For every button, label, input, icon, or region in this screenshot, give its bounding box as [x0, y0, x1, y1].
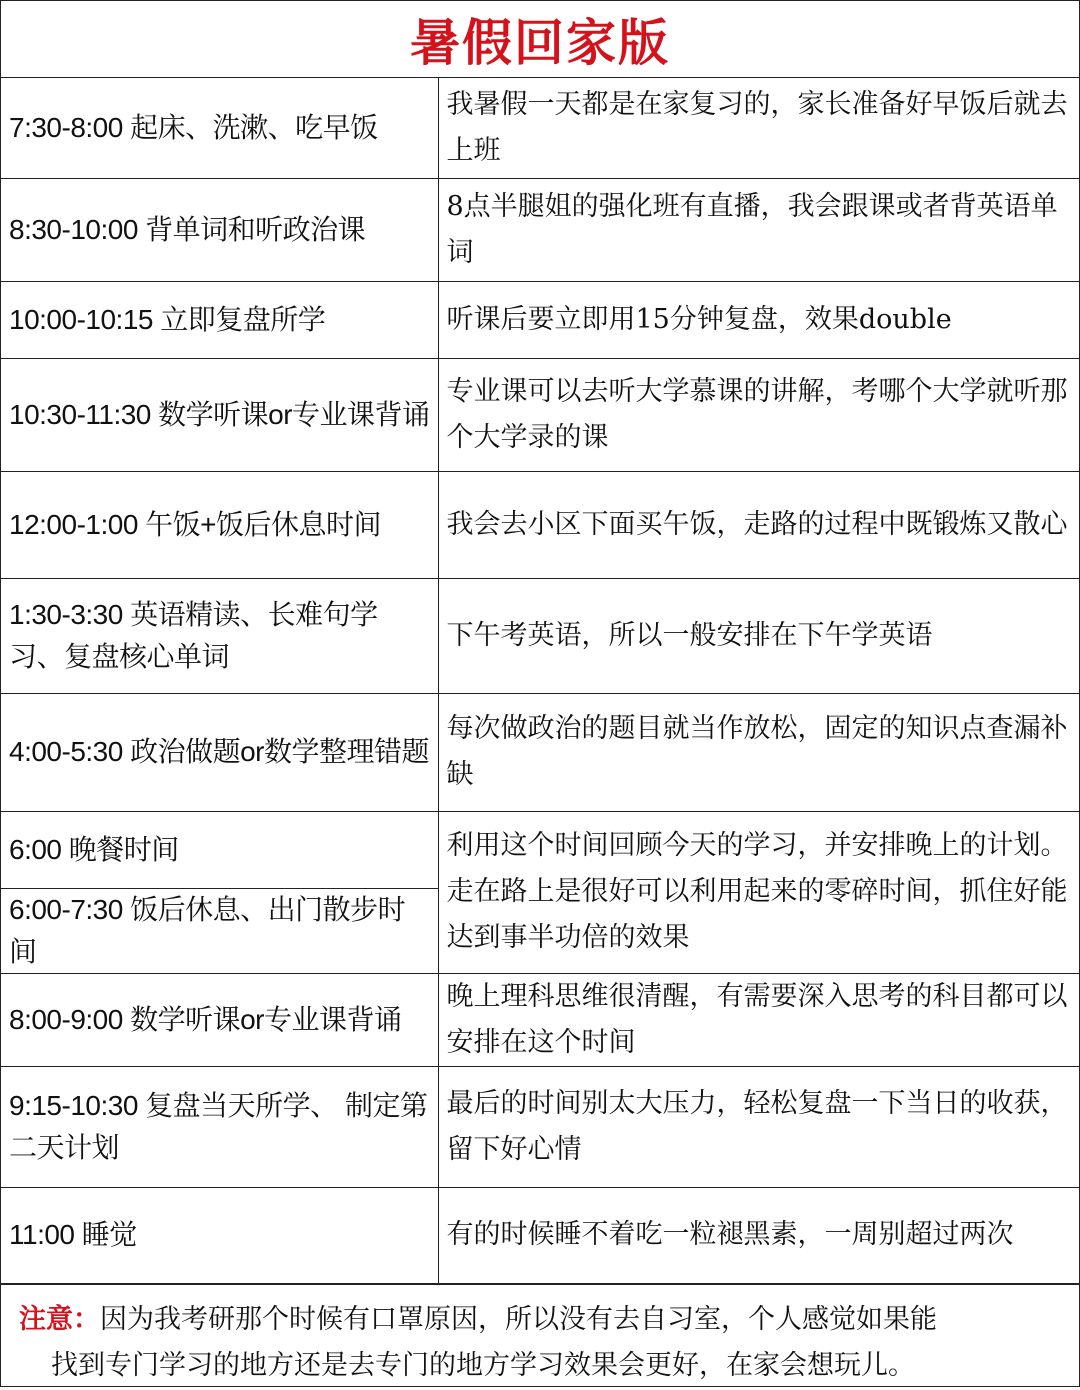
- time-cell: 8:30-10:00 背单词和听政治课: [1, 178, 438, 281]
- table-row: [1, 78, 1079, 178]
- time-cell: 10:00-10:15 立即复盘所学: [1, 281, 438, 358]
- time-cell: 9:15-10:30 复盘当天所学、 制定第二天计划: [1, 1066, 438, 1187]
- footer-text-line1: 因为我考研那个时候有口罩原因，所以没有去自习室，个人感觉如果能: [100, 1303, 937, 1335]
- note-cell: 我暑假一天都是在家复习的，家长准备好早饭后就去上班: [438, 78, 1079, 178]
- note-cell: 8点半腿姐的强化班有直播，我会跟课或者背英语单词: [438, 178, 1079, 281]
- note-cell: 下午考英语，所以一般安排在下午学英语: [438, 578, 1079, 693]
- table-row: [1, 358, 1079, 471]
- note-cell: 我会去小区下面买午饭，走路的过程中既锻炼又散心: [438, 471, 1079, 578]
- table-row: [1, 281, 1079, 358]
- time-cell: 11:00 睡觉: [1, 1187, 438, 1283]
- schedule-table: [1, 78, 1079, 1284]
- note-cell: 每次做政治的题目就当作放松，固定的知识点查漏补缺: [438, 693, 1079, 811]
- footer-note: [1, 1284, 1079, 1390]
- table-row: [1, 1066, 1079, 1187]
- time-cell: 12:00-1:00 午饭+饭后休息时间: [1, 471, 438, 578]
- time-cell: 1:30-3:30 英语精读、长难句学习、复盘核心单词: [1, 578, 438, 693]
- table-row: [1, 1187, 1079, 1283]
- time-cell: 7:30-8:00 起床、洗漱、吃早饭: [1, 78, 438, 178]
- table-row: [1, 811, 1079, 888]
- table-row: [1, 693, 1079, 811]
- time-cell: 6:00-7:30 饭后休息、出门散步时间: [1, 888, 438, 973]
- table-row: [1, 178, 1079, 281]
- warning-label: 注意：: [19, 1303, 100, 1335]
- time-cell: 6:00 晚餐时间: [1, 811, 438, 888]
- note-cell: 专业课可以去听大学慕课的讲解，考哪个大学就听那个大学录的课: [438, 358, 1079, 471]
- time-cell: 8:00-9:00 数学听课or专业课背诵: [1, 973, 438, 1066]
- time-cell: 4:00-5:30 政治做题or数学整理错题: [1, 693, 438, 811]
- table-row: [1, 973, 1079, 1066]
- note-cell: 有的时候睡不着吃一粒褪黑素，一周别超过两次: [438, 1187, 1079, 1283]
- note-cell: 利用这个时间回顾今天的学习，并安排晚上的计划。走在路上是很好可以利用起来的零碎时间，抓住好能达到事半功倍的效果: [438, 811, 1079, 973]
- note-cell: 晚上理科思维很清醒，有需要深入思考的科目都可以安排在这个时间: [438, 973, 1079, 1066]
- page-title: 暑假回家版: [1, 1, 1079, 78]
- table-row: [1, 578, 1079, 693]
- footer-text-line2: 找到专门学习的地方还是去专门的地方学习效果会更好，在家会想玩儿。: [51, 1349, 915, 1381]
- note-cell: 最后的时间别太大压力，轻松复盘一下当日的收获，留下好心情: [438, 1066, 1079, 1187]
- table-row: [1, 471, 1079, 578]
- time-cell: 10:30-11:30 数学听课or专业课背诵: [1, 358, 438, 471]
- note-cell: 听课后要立即用15分钟复盘，效果double: [438, 281, 1079, 358]
